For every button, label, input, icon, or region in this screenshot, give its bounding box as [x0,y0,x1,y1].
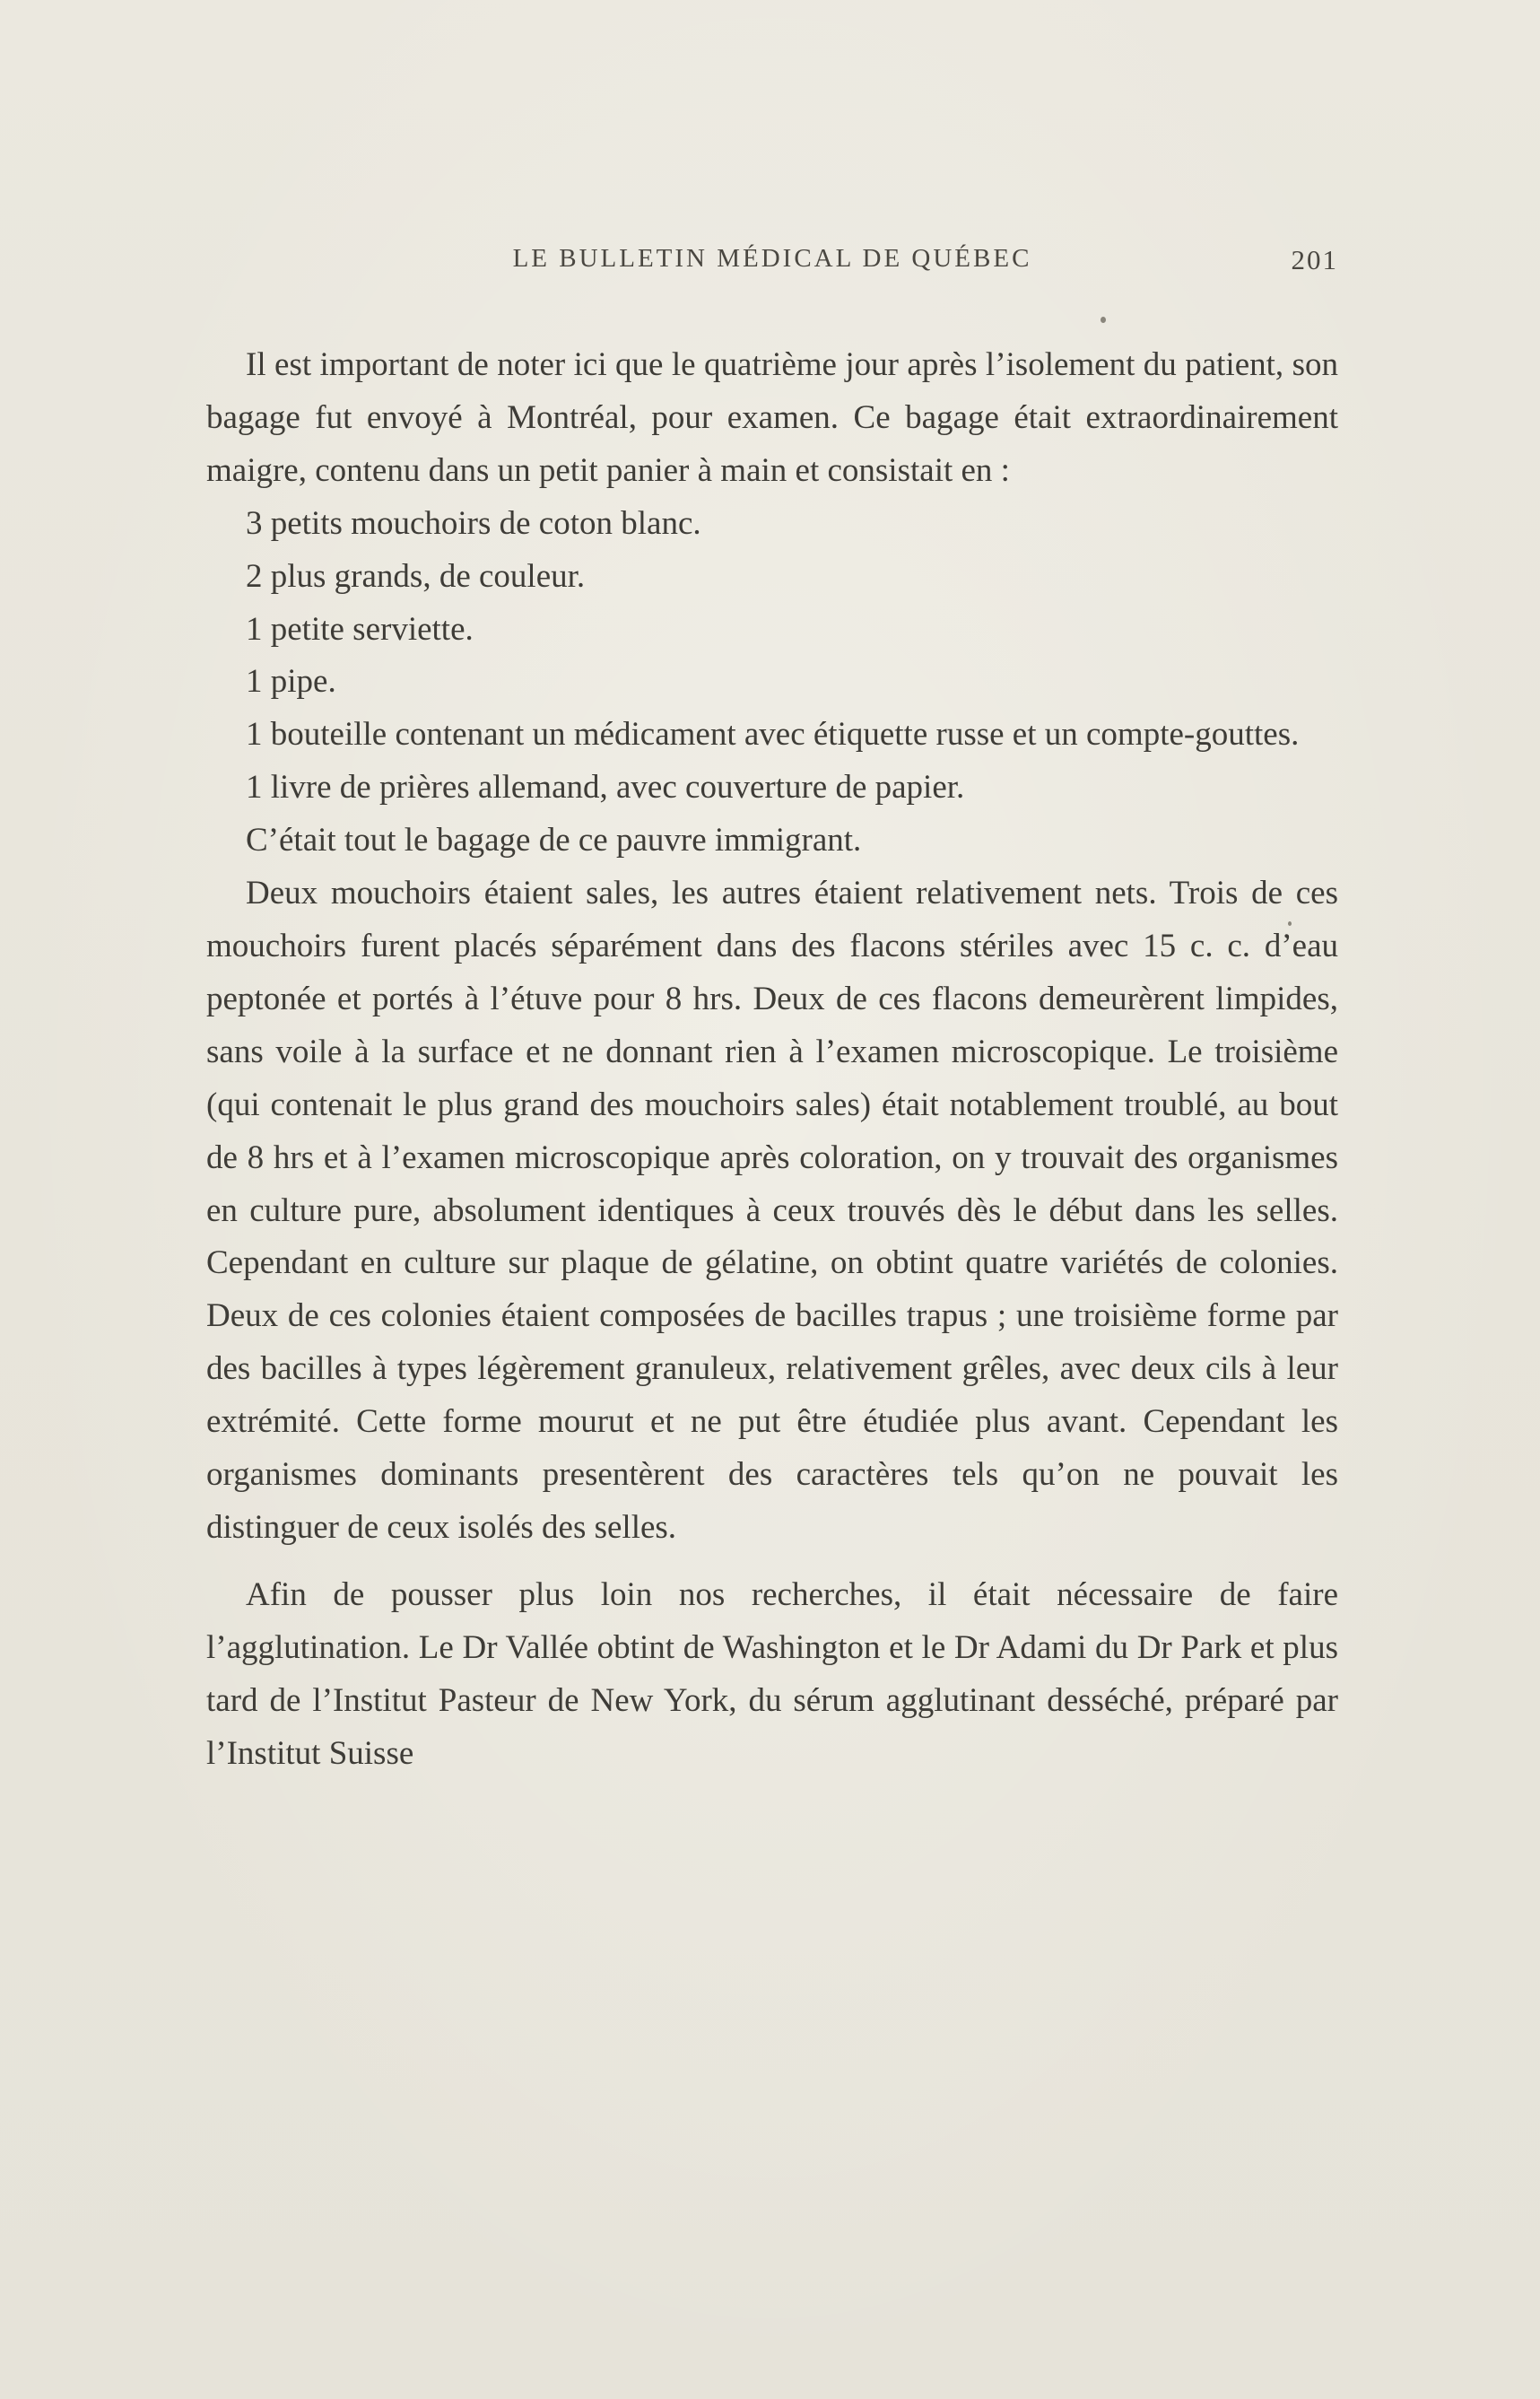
running-title: LE BULLETIN MÉDICAL DE QUÉBEC [512,244,1032,273]
list-item: 1 livre de prières allemand, avec couverture de papier. [246,769,965,807]
page-number: 201 [1291,244,1338,275]
ink-speck [1101,317,1106,323]
article-body [206,339,1338,1780]
list-item: 3 petits mouchoirs de coton blanc. [246,504,701,542]
page-header [206,244,1338,284]
paragraph-agglutination: Afin de pousser plus loin nos recherches, il était nécessaire de faire l’agglutination. Le Dr Vallée obtint de Washington et le Dr Adami du Dr Park et plus tard de l’Institut Pasteur de New York, du sérum agglutinant desséché, préparé par l’Institut Suisse [206,1575,1338,1772]
list-item: 1 pipe. [246,663,336,701]
paragraph-intro: Il est important de noter ici que le quatrième jour après l’isolement du patient, son bagage fut envoyé à Montréal, pour examen. Ce bagage était extraordinairement maigre, contenu dans un petit panier à main et consistait en : [206,346,1338,489]
list-item: 1 petite serviette. [246,610,474,648]
paragraph-findings: Deux mouchoirs étaient sales, les autres étaient relativement nets. Trois de ces mouchoirs furent placés séparément dans des flacons stériles avec 15 c. c. d’eau peptonée et portés à l’étuve pour 8 hrs. Deux de ces flacons demeurèrent limpides, sans voile à la surface et ne donnant rien à l’examen microscopique. Le troisième (qui contenait le plus grand des mouchoirs sales) était notablement troublé, au bout de 8 hrs et à l’examen microscopique après coloration, on y trouvait des organismes en culture pure, absolument identiques à ceux trouvés dès le début dans les selles. Cependant en culture sur plaque de gélatine, on obtint quatre variétés de colonies. Deux de ces colonies étaient composées de bacilles trapus ; une troisième forme par des bacilles à types légèrement granuleux, relativement grêles, avec deux cils à leur extrémité. Cette forme mourut et ne put être étudiée plus avant. Cependant les organismes dominants presentèrent des caractères tels qu’on ne pouvait les distinguer de ceux isolés des selles. [206,875,1338,1546]
list-item: 2 plus grands, de couleur. [246,557,586,595]
paragraph-summary: C’était tout le bagage de ce pauvre immigrant. [246,822,862,859]
list-item: 1 bouteille contenant un médicament avec étiquette russe et un compte-gouttes. [246,716,1300,754]
